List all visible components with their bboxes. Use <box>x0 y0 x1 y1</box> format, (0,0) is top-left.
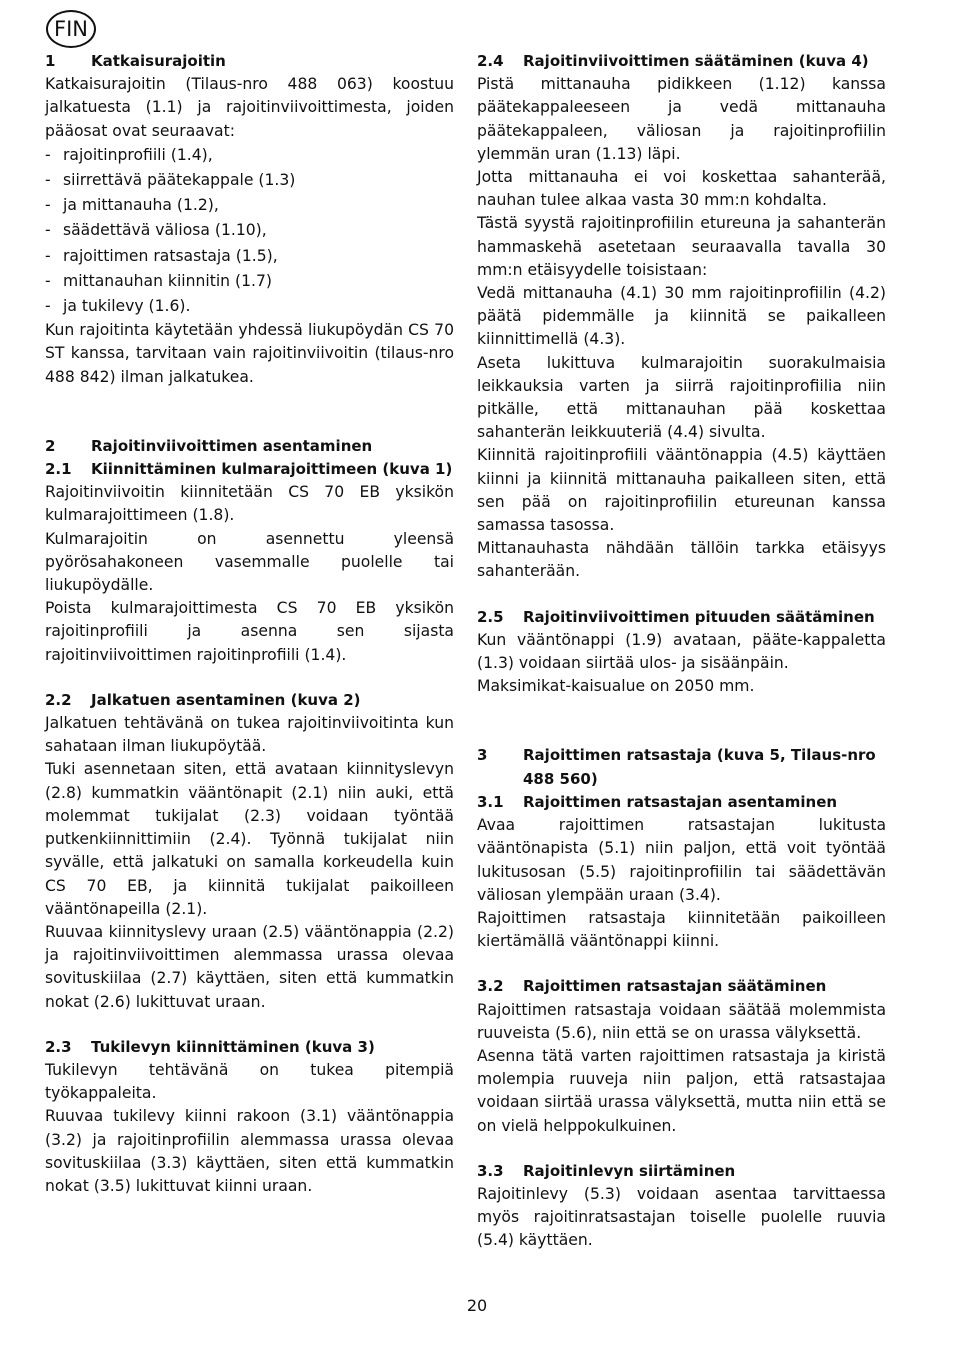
list-item: - ja mittanauha (1.2), <box>45 196 219 215</box>
section-title: Rajoitinlevyn siirtäminen <box>523 1161 736 1180</box>
paragraph: Kulmarajoitin on asennettu yleensä pyörösahakoneen vasemmalle puolelle tai liukupöydälle. <box>45 529 454 595</box>
paragraph: Pistä mittanauha pidikkeen (1.12) kanssa päätekappaleeseen ja vedä mittanauha päätekappaleen, väliosan ja rajoitinprofiilin ylemmän uran (1.13) läpi. <box>477 75 886 163</box>
paragraph: Kun rajoitinta käytetään yhdessä liukupöydän CS 70 ST kanssa, tarvitaan vain rajoitinviivoitin (tilaus-nro 488 842) ilman jalkatukea. <box>45 321 454 386</box>
list-item: - rajoitinprofiili (1.4), <box>45 145 213 164</box>
section-title: Kiinnittäminen kulmarajoittimeen (kuva 1) <box>91 460 453 479</box>
subsection-heading <box>477 606 886 629</box>
paragraph: Vedä mittanauha (4.1) 30 mm rajoitinprofiilin (4.2) päätä pidemmälle ja kiinnitä se paikalleen kiinnittimellä (4.3). <box>477 284 886 349</box>
section-title: Rajoittimen ratsastajan säätäminen <box>523 977 827 996</box>
paragraph: Poista kulmarajoittimesta CS 70 EB yksikön rajoitinprofiili ja asenna sen sijasta rajoitinviivoittimen rajoitinprofiili (1.4). <box>45 599 454 664</box>
section-number: 2 <box>45 436 56 455</box>
page-number: 20 <box>466 1296 488 1315</box>
section-title: Katkaisurajoitin <box>91 52 226 70</box>
section-title: Jalkatuen asentaminen (kuva 2) <box>91 690 361 709</box>
paragraph: Maksimikat-kaisualue on 2050 mm. <box>477 677 755 696</box>
section-title: Rajoittimen ratsastaja (kuva 5, Tilaus-nro 488 560) <box>523 746 876 788</box>
list-item: - siirrettävä päätekappale (1.3) <box>45 171 296 190</box>
paragraph: Tästä syystä rajoitinprofiilin etureuna ja sahanterän hammaskehä asetetaan seuraavalla tavalla 30 mm:n etäisyydelle toisistaan: <box>477 214 886 279</box>
section-number: 1 <box>45 52 56 70</box>
subsection-heading <box>477 50 886 73</box>
section-title: Rajoitinviivoittimen säätäminen (kuva 4) <box>523 52 869 70</box>
paragraph: Asenna tätä varten rajoittimen ratsastaja ja kiristä molempia ruuveja niin paljon, että ratsastajaa voidaan siirtää urassa välyksettä, mutta niin että se on vielä helppokulkuinen. <box>477 1046 886 1135</box>
section-title: Rajoittimen ratsastajan asentaminen <box>523 792 838 811</box>
section-number: 2.1 <box>45 460 72 479</box>
section-number: 3.2 <box>477 977 504 996</box>
list-item: - mittanauhan kiinnitin (1.7) <box>45 271 272 290</box>
subsection-heading <box>477 1160 886 1183</box>
paragraph: Mittanauhasta nähdään tällöin tarkka etäisyys sahanterään. <box>477 539 886 581</box>
section-number: 3 <box>477 746 488 765</box>
subsection-heading <box>45 689 454 712</box>
subsection-heading <box>45 1036 454 1059</box>
paragraph: Aseta lukittuva kulmarajoitin suorakulmaisia leikkauksia varten ja siirrä rajoitinprofiilia niin pitkälle, että mittanauhan pää koskettaa sahanterän leikkuuteriä (4.4) sivulta. <box>477 353 886 442</box>
parts-list <box>45 143 454 319</box>
language-badge: FIN <box>46 10 96 48</box>
paragraph: Jotta mittanauha ei voi koskettaa sahanterää, nauhan tulee alkaa vasta 30 mm:n kohdalta. <box>477 168 886 210</box>
paragraph: Rajoitinlevy (5.3) voidaan asentaa tarvittaessa myös rajoitinratsastajan toiselle puolelle ruuvia (5.4) käyttäen. <box>477 1184 886 1250</box>
paragraph: Rajoittimen ratsastaja kiinnitetään paikoilleen kiertämällä vääntönappi kiinni. <box>477 908 886 951</box>
left-column <box>45 50 454 1198</box>
paragraph: Tuki asennetaan siten, että avataan kiinnityslevyn (2.8) kummatkin vääntönapit (2.1) niin auki, että molemmat tukijalat (2.3) voidaan työntää putkenkiinnittimiin (2.4). Työnnä tukijalat niin syvälle, että jalkatuki on samalla korkeudella kuin CS 70 EB, ja kiinnitä tukijalat paikoilleen vääntönapeilla (2.1). <box>45 760 454 918</box>
section-number: 2.4 <box>477 52 504 70</box>
list-item: - ja tukilevy (1.6). <box>45 297 191 316</box>
list-item: - rajoittimen ratsastaja (1.5), <box>45 246 278 265</box>
section-heading <box>45 435 454 458</box>
right-column <box>477 50 886 1253</box>
paragraph: Rajoitinviivoitin kiinnitetään CS 70 EB yksikön kulmarajoittimeen (1.8). <box>45 483 454 525</box>
section-title: Rajoitinviivoittimen asentaminen <box>91 436 373 455</box>
section-number: 2.3 <box>45 1037 72 1056</box>
paragraph: Tukilevyn tehtävänä on tukea pitempiä työkappaleita. <box>45 1060 454 1103</box>
subsection-heading <box>45 458 454 481</box>
section-number: 2.5 <box>477 607 504 626</box>
section-title: Rajoitinviivoittimen pituuden säätäminen <box>523 607 875 626</box>
subsection-heading <box>477 975 886 998</box>
section-number: 3.3 <box>477 1161 504 1180</box>
section-heading <box>477 744 886 790</box>
paragraph: Ruuvaa kiinnityslevy uraan (2.5) vääntönappia (2.2) ja rajoitinviivoittimen alemmassa urassa olevaa sovituskiilaa (2.7) käyttäen, siten että kummatkin nokat (2.6) lukittuvat uraan. <box>45 922 454 1011</box>
paragraph: Kun vääntönappi (1.9) avataan, pääte-kappaletta (1.3) voidaan siirtää ulos- ja sisäänpäin. <box>477 630 886 673</box>
paragraph: Jalkatuen tehtävänä on tukea rajoitinviivoitinta kun sahataan ilman liukupöytää. <box>45 714 454 756</box>
paragraph: Rajoittimen ratsastaja voidaan säätää molemmista ruuveista (5.6), niin että se on urassa välyksettä. <box>477 1000 886 1042</box>
paragraph: Ruuvaa tukilevy kiinni rakoon (3.1) vääntönappia (3.2) ja rajoitinprofiilin alemmassa urassa olevaa sovituskiilaa (3.3) käyttäen, siten että kummatkin nokat (3.5) lukittuvat kiinni uraan. <box>45 1107 454 1195</box>
section-heading <box>45 50 454 73</box>
list-item: - säädettävä väliosa (1.10), <box>45 221 267 240</box>
paragraph: Kiinnitä rajoitinprofiili vääntönappia (4.5) käyttäen kiinni ja kiinnitä mittanauha paikalleen siten, että sen pää on rajoitinprofiilin etureunan kanssa samassa tasossa. <box>477 446 886 535</box>
paragraph: Katkaisurajoitin (Tilaus-nro 488 063) koostuu jalkatuesta (1.1) ja rajoitinviivoittimesta, joiden pääosat ovat seuraavat: <box>45 75 454 140</box>
section-title: Tukilevyn kiinnittäminen (kuva 3) <box>91 1037 375 1056</box>
paragraph: Avaa rajoittimen ratsastajan lukitusta vääntönapista (5.1) niin paljon, että voit työntää lukitusosan (5.5) rajoitinprofiilin tai säädettävän väliosan ylempään uraan (3.4). <box>477 816 886 904</box>
section-number: 3.1 <box>477 792 504 811</box>
section-number: 2.2 <box>45 690 72 709</box>
subsection-heading <box>477 791 886 814</box>
